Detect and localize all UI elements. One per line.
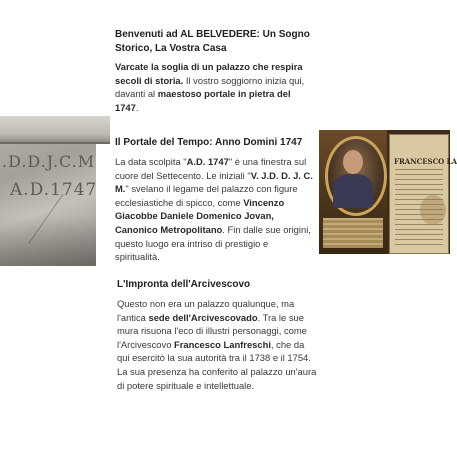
portale-heading: Il Portale del Tempo: Anno Domini 1747 — [115, 137, 303, 148]
intro-portal-emphasis: maestoso portale in pietra del 1747 — [115, 88, 291, 113]
portale-canon-emphasis: Vincenzo Giacobbe Daniele Domenico Jovan, Canonico Metropolitano — [115, 196, 285, 235]
intro-paragraph — [115, 60, 315, 114]
portale-text-1: La data scolpita " — [115, 156, 187, 167]
portrait-painting — [319, 130, 387, 254]
impronta-archbishop-emphasis: Francesco Lanfreschi — [174, 338, 271, 350]
archbishop-portrait-image — [319, 130, 457, 254]
impronta-seat-emphasis: sede dell'Arcivescovado — [148, 311, 258, 323]
intro-heading: Benvenuti ad AL BELVEDERE: Un Sogno Storico, La Vostra Casa — [115, 29, 310, 54]
portrait-robe — [333, 174, 373, 208]
portale-text-2: " è una finestra sul cuore del Settecento. Le iniziali " — [115, 156, 307, 181]
inscription-initials: .D.D.J.C.M — [2, 152, 96, 171]
impronta-text-1: Questo non era un palazzo qualunque, ma l'antica — [117, 298, 295, 323]
impronta-paragraph — [117, 297, 317, 392]
portal-inscription-image — [0, 116, 96, 266]
portrait-caption-plate — [323, 218, 383, 248]
impronta-text-2: . Tra le sue mura risuona l'eco di illustri personaggi, come l'Arcivescovo — [117, 311, 307, 350]
impronta-text-3: , che da qui esercitò la sua autorità tra il 1738 e il 1754. La sua presenza ha conferito al palazzo un'aura di potere spirituale e intellettuale. — [117, 338, 317, 391]
portale-date-emphasis: A.D. 1747 — [186, 156, 229, 167]
portale-initials-emphasis: V. J.D. D. J. C. M. — [115, 169, 313, 195]
portale-text-4: . Fin dalle sue origini, questo luogo era intriso di prestigio e spiritualità. — [115, 223, 311, 263]
impronta-heading: L'Impronta dell'Arcivescovo — [117, 279, 251, 290]
historic-document — [389, 134, 457, 254]
portale-text-3: " svelano il legame del palazzo con figure ecclesiastiche di spicco, come — [115, 183, 298, 208]
intro-text: Il vostro soggiorno inizia qui, davanti al — [115, 74, 305, 100]
stone-ledge — [0, 116, 110, 144]
document-title: FRANCESCO LA — [394, 157, 457, 166]
inscription-date: A.D.1747 — [10, 180, 98, 200]
stone-shadow — [0, 216, 96, 266]
portrait-face — [343, 150, 363, 174]
intro-text-end: . — [135, 101, 139, 113]
portale-paragraph — [115, 155, 315, 264]
intro-emphasis: Varcate la soglia di un palazzo che respira secoli di storia. — [115, 61, 303, 86]
document-stain — [420, 195, 446, 225]
